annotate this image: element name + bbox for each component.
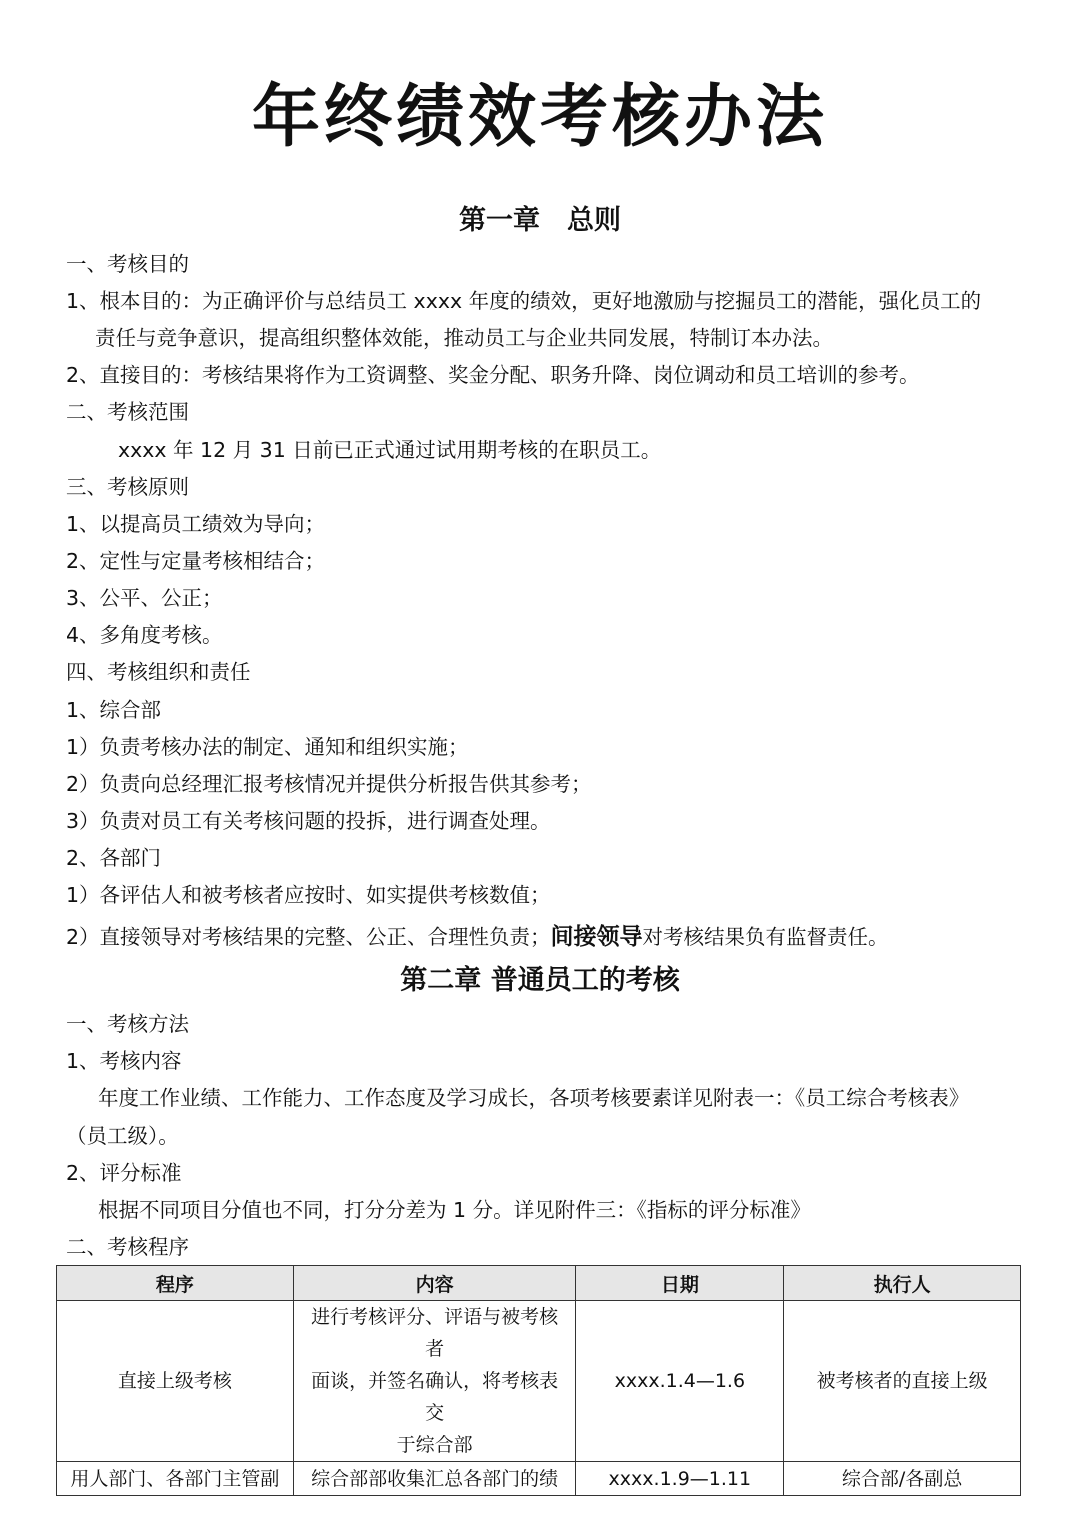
table-header-executor: 执行人 xyxy=(784,1266,1021,1301)
dept-2-item-2-bold: 间接领导 xyxy=(550,924,643,950)
table-cell-executor: 被考核者的直接上级 xyxy=(784,1301,1021,1462)
table-row xyxy=(57,1301,1021,1462)
table-row xyxy=(57,1462,1021,1496)
table-cell-content-line-2: 面谈，并签名确认，将考核表交 xyxy=(311,1370,559,1424)
procedure-heading: 二、考核程序 xyxy=(66,1235,189,1259)
dept-2-item-2-part-b: 对考核结果负有监督责任。 xyxy=(642,925,889,949)
content-line-2: （员工级）。 xyxy=(66,1124,179,1148)
purpose-2: 2、直接目的：考核结果将作为工资调整、奖金分配、职务升降、岗位调动和员工培训的参考。 xyxy=(66,363,920,387)
method-heading: 一、考核方法 xyxy=(66,1012,189,1036)
table-header-content: 内容 xyxy=(293,1266,576,1301)
chapter-2-heading: 第二章 普通员工的考核 xyxy=(400,965,680,996)
table-header-date: 日期 xyxy=(576,1266,784,1301)
table-cell-procedure: 直接上级考核 xyxy=(57,1301,294,1462)
procedure-table xyxy=(56,1265,1021,1496)
content-heading: 1、考核内容 xyxy=(66,1049,182,1073)
principle-item-4: 4、多角度考核。 xyxy=(66,623,223,647)
principle-item-2: 2、定性与定量考核相结合； xyxy=(66,549,326,573)
dept-2-item-2-part-a: 2）直接领导对考核结果的完整、公正、合理性负责； xyxy=(66,925,551,949)
table-cell-date: xxxx.1.4—1.6 xyxy=(576,1301,784,1462)
purpose-heading: 一、考核目的 xyxy=(66,252,189,276)
table-cell-content-line-1: 进行考核评分、评语与被考核者 xyxy=(311,1306,559,1360)
purpose-1-line-2: 责任与竞争意识，提高组织整体效能，推动员工与企业共同发展，特制订本办法。 xyxy=(95,326,833,350)
table-cell-content xyxy=(293,1301,576,1462)
table-header-procedure: 程序 xyxy=(57,1266,294,1301)
dept-2-item-2 xyxy=(66,922,1026,952)
scope-heading: 二、考核范围 xyxy=(66,400,189,424)
standard-heading: 2、评分标准 xyxy=(66,1161,182,1185)
dept-2-item-1: 1）各评估人和被考核者应按时、如实提供考核数值； xyxy=(66,883,551,907)
principle-heading: 三、考核原则 xyxy=(66,475,189,499)
table-cell-procedure: 用人部门、各部门主管副 xyxy=(57,1462,294,1496)
dept-2-heading: 2、各部门 xyxy=(66,846,162,870)
principle-item-3: 3、公平、公正； xyxy=(66,586,223,610)
dept-1-heading: 1、综合部 xyxy=(66,698,162,722)
dept-1-item-1: 1）负责考核办法的制定、通知和组织实施； xyxy=(66,735,469,759)
dept-1-item-3: 3）负责对员工有关考核问题的投拆，进行调查处理。 xyxy=(66,809,551,833)
chapter-1-heading: 第一章 总则 xyxy=(459,205,621,236)
purpose-1-line-1: 1、根本目的：为正确评价与总结员工 xxxx 年度的绩效，更好地激励与挖掘员工的潜能，强化员工的 xyxy=(66,289,982,313)
content-line-1: 年度工作业绩、工作能力、工作态度及学习成长，各项考核要素详见附表一：《员工综合考核表》 xyxy=(98,1086,970,1110)
table-cell-date: xxxx.1.9—1.11 xyxy=(576,1462,784,1496)
page-title: 年终绩效考核办法 xyxy=(251,78,828,157)
table-cell-content: 综合部部收集汇总各部门的绩 xyxy=(293,1462,576,1496)
dept-1-item-2: 2）负责向总经理汇报考核情况并提供分析报告供其参考； xyxy=(66,772,592,796)
scope-text: xxxx 年 12 月 31 日前已正式通过试用期考核的在职员工。 xyxy=(118,438,662,462)
principle-item-1: 1、以提高员工绩效为导向； xyxy=(66,512,326,536)
table-header-row xyxy=(57,1266,1021,1301)
table-cell-content-line-3: 于综合部 xyxy=(396,1434,473,1456)
table-cell-executor: 综合部/各副总 xyxy=(784,1462,1021,1496)
org-heading: 四、考核组织和责任 xyxy=(66,660,251,684)
standard-text: 根据不同项目分值也不同，打分分差为 1 分。详见附件三：《指标的评分标准》 xyxy=(98,1198,811,1222)
